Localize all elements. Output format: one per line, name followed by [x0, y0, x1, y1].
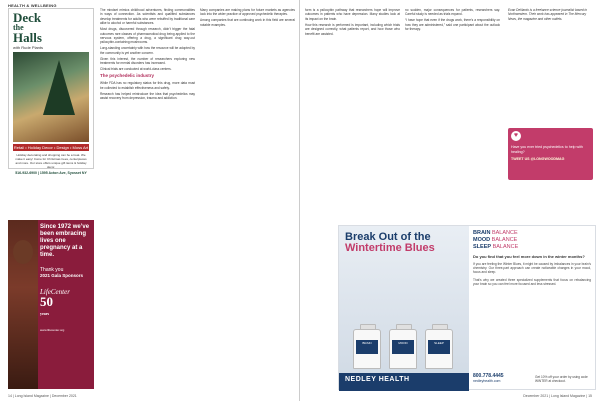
right-article-column-1: [305, 8, 400, 213]
article-subhead: The psychedelic industry: [100, 73, 155, 79]
life-ad-body: [40, 224, 91, 332]
deck-ad-subtitle: with Rude Plants: [13, 45, 44, 50]
author-bio: Evan DeNardo is a freelance science journalist based in Northwestern. Their work has appeared in The Mercury News, the magazine and other outlets.: [508, 8, 588, 21]
life-ad-since: Since 1972 we’ve been embracing lives one pregnancy at a time.: [40, 224, 90, 258]
paragraph: Research has helped reintroduce the idea that psychedelics may assist recovery from depression, trauma and addiction.: [100, 91, 195, 100]
nedley-logo-bar: [339, 373, 469, 391]
left-article-column-2: [200, 8, 295, 374]
life-center-ad[interactable]: [8, 220, 94, 389]
bottle-label: SLEEP: [428, 340, 450, 354]
folio-right: December 2021 | Long Island Magazine | 15: [523, 394, 592, 398]
paragraph: The mindset mimics childhood adventures, finding commonalities in ways of connection. As scientists and qualified substances develop treatments for adults who were rebuffed by traditional care alike to alcohol or harmful substances.: [100, 8, 195, 26]
nedley-site[interactable]: nedleyhealth.com: [473, 379, 501, 383]
nedley-paragraph: That’s why we created three specialized supplements that focus on rebalancing your brain so you can feel more focused and less stressed.: [473, 277, 591, 286]
life-ad-logo: LifeCenter: [40, 288, 70, 296]
deck-ad-photo: [13, 52, 89, 142]
person-image: [13, 240, 33, 264]
balance-suffix: BALANCE: [491, 237, 518, 243]
deck-title-line2: the: [13, 23, 24, 32]
paragraph: Given this interest, the number of researchers exploring new treatments for mental disorders has increased.: [100, 56, 195, 65]
bottle-image: [425, 329, 453, 369]
life-years-word: years: [40, 311, 50, 316]
twitter-question: Have you ever tried psychedelics to help with healing?: [511, 145, 583, 154]
bottle-cap: [396, 324, 412, 330]
paragraph: Long-standing uncertainty with how the resource will be adopted by the community is yet another concern.: [100, 46, 195, 55]
right-article-column-2: [405, 8, 500, 213]
bottle-label: MOOD: [392, 340, 414, 354]
bottle-cap: [432, 324, 448, 330]
nedley-headline: [339, 226, 469, 254]
nedley-logo: NEDLEY HEALTH: [345, 376, 410, 383]
life-ad-anniversary: [40, 296, 91, 320]
paragraph: form is a psilocybin pathway that researchers hope will improve outcomes in patients who have depression. Many studies look at its impact on the brain.: [305, 8, 400, 21]
nedley-health-ad[interactable]: [338, 225, 596, 390]
paragraph: no sudden, major consequences for patients, researchers say. Careful study is needed as trials expand.: [405, 8, 500, 17]
deck-title-line1: Deck: [13, 10, 42, 25]
balance-label: MOOD: [473, 237, 491, 243]
left-article-column-1: [100, 8, 195, 374]
deck-ad-text: Holiday decorating and shopping can be a treat. We make it easy! Come for Christmas trees, centerpieces and more. Our store offers unique gift items & holiday decor.: [15, 153, 87, 169]
deck-title-line3: Halls: [13, 30, 42, 45]
life-ad-thanks: Thank you: [40, 267, 64, 273]
section-tag: HEALTH & WELLBEING: [8, 3, 57, 8]
twitter-callout[interactable]: [508, 128, 593, 180]
paragraph: “I have hope that even if the drugs work, there’s a responsibility on how they are administered,” said one participant about the outlook for therapy.: [405, 18, 500, 32]
nedley-headline-line2: Wintertime Blues: [345, 242, 435, 254]
balance-label: SLEEP: [473, 244, 492, 250]
nedley-offer: Get 10% off your order by using code WINTER at checkout.: [535, 375, 588, 383]
paragraph: Clinical trials are conducted at world-class centers.: [100, 66, 172, 71]
paragraph: Most drugs, discovered through research, didn’t trigger the fatal outcomes rare classes of pharmaceutical drug being applied to the nervous system, offering a drug, a significant drug way-out psilocybin-containing mushrooms.: [100, 27, 195, 45]
deck-ad-title: [9, 9, 93, 44]
bottle-label: BRAIN: [356, 340, 378, 354]
bottle-image: [353, 329, 381, 369]
paragraph: Many companies are making plans for future markets as agencies look into the wider practice of approved psychedelic therapies.: [200, 8, 295, 17]
deck-ad-category-bar: Retail • Holiday Decor • Design • Moss Art: [13, 145, 89, 150]
nedley-headline-line1: Break Out of the: [345, 231, 431, 243]
nedley-paragraph: If you are feeling the Winter Blues, it might be caused by imbalances in your brain’s chemistry. Our three-part approach can create noticeable changes in your mood, focus and sleep.: [473, 262, 591, 275]
deck-the-halls-ad[interactable]: [8, 8, 94, 175]
nedley-phone[interactable]: 800.778.4445: [473, 373, 504, 379]
folio-left: 14 | Long Island Magazine | December 2021: [8, 394, 77, 398]
paragraph: How this research is performed is important, including which trials are designed correctly, what patients report, and how those who benefit are assisted.: [305, 22, 400, 36]
balance-line: [473, 237, 591, 244]
balance-label: BRAIN: [473, 230, 491, 236]
twitter-icon: ♥: [511, 131, 521, 141]
right-page: [300, 0, 600, 401]
nedley-contact[interactable]: [473, 373, 504, 383]
supplement-bottles: [353, 321, 457, 369]
life-years-number: 50: [40, 294, 53, 309]
nedley-ad-left-panel: [339, 226, 469, 391]
christmas-tree-image: [43, 60, 75, 115]
life-ad-url[interactable]: www.lifecenter.org: [40, 328, 65, 332]
paragraph: While FDA has no regulatory status for this drug, more data must be collected to establish effectiveness and safety.: [100, 81, 195, 90]
balance-suffix: BALANCE: [491, 230, 518, 236]
life-ad-photo: [8, 220, 38, 389]
life-ad-sponsors: 2021 Gala Sponsors: [40, 273, 84, 278]
bottle-image: [389, 329, 417, 369]
balance-suffix: BALANCE: [492, 244, 519, 250]
deck-ad-phone: 516-932-6900 | 1595 Acton Ave, Syosset NY: [15, 171, 87, 175]
twitter-handle[interactable]: TWEET US @LONGWOODMAG: [511, 157, 565, 162]
bottle-cap: [360, 324, 376, 330]
balance-line: [473, 244, 591, 251]
nedley-ad-right-panel: [473, 230, 591, 286]
balance-line: [473, 230, 591, 237]
nedley-question: Do you find that you feel more down in the winter months?: [473, 254, 585, 259]
paragraph: Among companies that are continuing work in this field are several notable examples.: [200, 18, 295, 27]
